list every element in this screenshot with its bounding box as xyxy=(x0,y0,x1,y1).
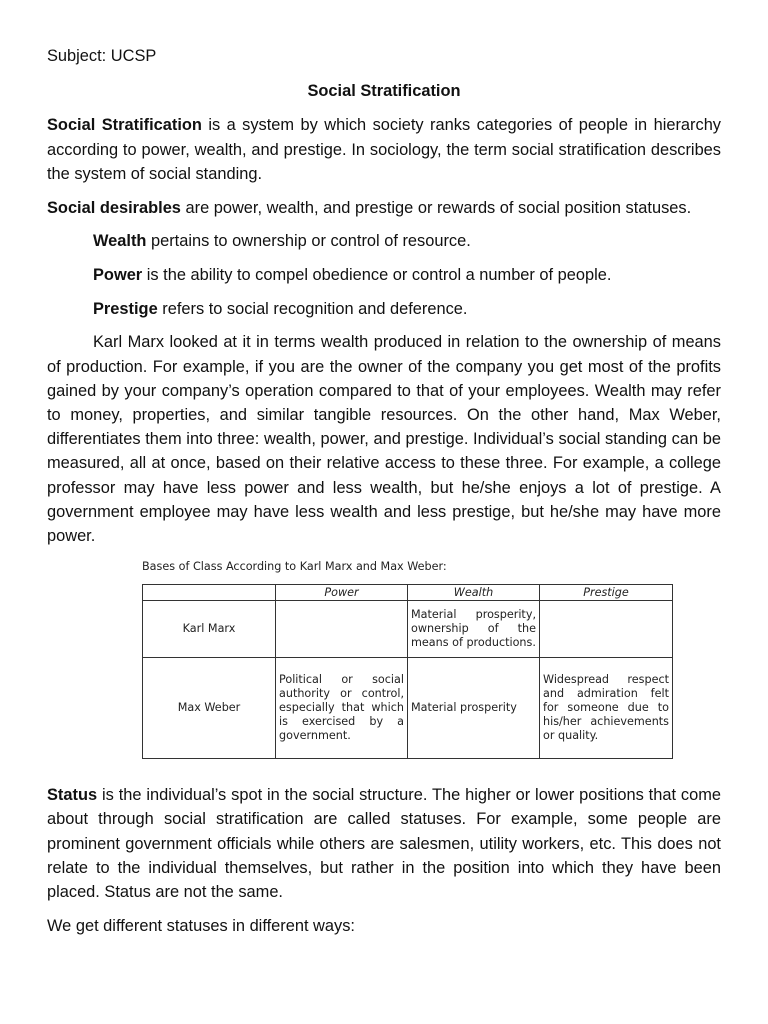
table-caption: Bases of Class According to Karl Marx and Max Weber: xyxy=(142,560,447,574)
table-header-row xyxy=(143,585,673,601)
cell-weber-wealth: Material prosperity xyxy=(408,658,540,759)
table-row-max-weber xyxy=(143,658,673,759)
term-wealth: Wealth xyxy=(93,232,147,251)
paragraph-marx-weber: Karl Marx looked at it in terms wealth produced in relation to the ownership of means of production. For example, if you are the owner of the company you get most of the profits gained by your company’s operation compared to that of your employees. Wealth may refer to money, properties, and similar tangible resources. On the other hand, Max Weber, differentiates them into three: wealth, power, and prestige. Individual’s social standing can be measured, all at once, based on their relative access to these three. For example, a college professor may have less power and less wealth, but he/she enjoys a lot of prestige. A government employee may have less wealth and less prestige, but he/she may have more power. xyxy=(47,333,721,545)
paragraph-prestige xyxy=(47,297,721,321)
cell-weber-power: Political or social authority or control, especially that which is exercised by a government. xyxy=(276,658,408,759)
document-page xyxy=(47,44,721,947)
power-text: is the ability to compel obedience or control a number of people. xyxy=(142,265,612,284)
subject-line: Subject: UCSP xyxy=(47,47,157,65)
paragraph-desirables xyxy=(47,196,721,220)
cell-marx-wealth: Material prosperity, ownership of the means of productions. xyxy=(408,601,540,658)
wealth-text: pertains to ownership or control of resource. xyxy=(146,232,471,251)
term-social-stratification: Social Stratification xyxy=(47,116,202,135)
bases-of-class-table-block xyxy=(142,560,672,759)
row-label-karl-marx: Karl Marx xyxy=(143,601,276,658)
cell-marx-prestige xyxy=(540,601,673,658)
term-power: Power xyxy=(93,265,143,284)
table-row-karl-marx xyxy=(143,601,673,658)
status-text: is the individual’s spot in the social structure. The higher or lower positions that come about through social stratification are called statuses. For example, some people are prominent government officials while others are salesmen, utility workers, etc. This does not relate to the individual themselves, but rather in the position into which they have been placed. Status are not the same. xyxy=(47,786,721,901)
header-wealth: Wealth xyxy=(408,585,540,601)
prestige-text: refers to social recognition and deference. xyxy=(157,299,468,318)
document-title: Social Stratification xyxy=(307,82,461,101)
header-prestige: Prestige xyxy=(540,585,673,601)
definition-text: is a system by which society ranks categories of people in hierarchy according to power, wealth, and prestige. In sociology, the term social stratification describes the system of social standing. xyxy=(47,116,722,183)
paragraph-wealth xyxy=(47,229,721,253)
paragraph-power xyxy=(47,263,721,287)
paragraph-closing: We get different statuses in different ways: xyxy=(47,916,355,935)
paragraph-status xyxy=(47,783,721,904)
paragraph-definition xyxy=(47,113,721,186)
bases-of-class-table xyxy=(142,584,673,759)
desirables-text: are power, wealth, and prestige or rewards of social position statuses. xyxy=(180,198,692,217)
term-status: Status xyxy=(47,786,98,805)
header-empty xyxy=(143,585,276,601)
term-social-desirables: Social desirables xyxy=(47,198,181,217)
cell-marx-power xyxy=(276,601,408,658)
cell-weber-prestige: Widespread respect and admiration felt for someone due to his/her achievements or quality. xyxy=(540,658,673,759)
header-power: Power xyxy=(276,585,408,601)
row-label-max-weber: Max Weber xyxy=(143,658,276,759)
term-prestige: Prestige xyxy=(93,299,158,318)
